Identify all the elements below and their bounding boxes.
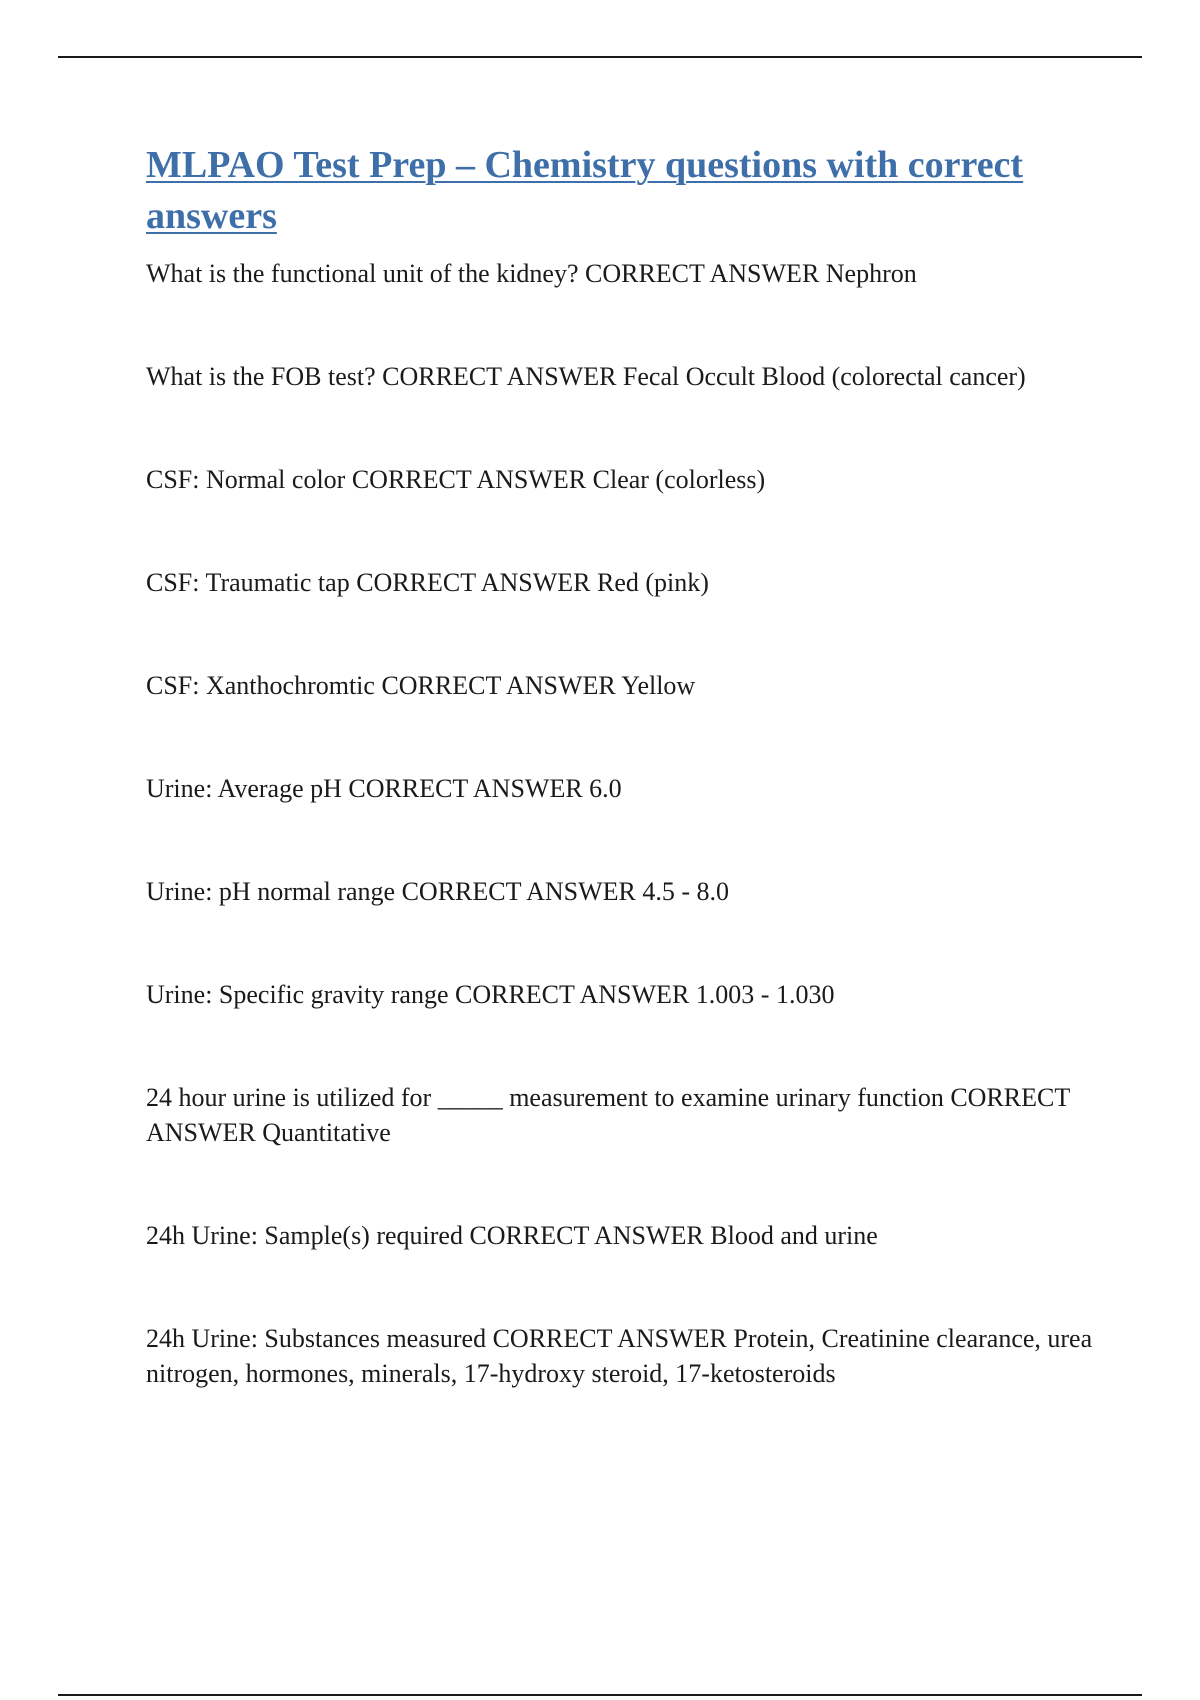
qa-answer: Quantitative <box>262 1118 391 1147</box>
qa-item <box>146 1080 1096 1150</box>
qa-item <box>146 668 1096 703</box>
qa-question: 24h Urine: Substances measured <box>146 1324 487 1353</box>
qa-answer-marker: CORRECT ANSWER <box>585 259 820 288</box>
qa-item <box>146 977 1096 1012</box>
qa-answer: Fecal Occult Blood (colorectal cancer) <box>622 362 1026 391</box>
qa-item <box>146 1218 1096 1253</box>
qa-answer: Blood and urine <box>710 1221 878 1250</box>
qa-question: Urine: pH normal range <box>146 877 396 906</box>
qa-answer: 4.5 - 8.0 <box>642 877 730 906</box>
qa-list <box>146 256 1096 1391</box>
qa-answer: Yellow <box>621 671 696 700</box>
qa-answer: Protein, Creatinine clearance, urea nitrogen, hormones, minerals, 17-hydroxy steroid, 17-ketosteroids <box>146 1324 1093 1388</box>
qa-question: Urine: Average pH <box>146 774 342 803</box>
qa-answer-marker: CORRECT ANSWER <box>382 362 617 391</box>
qa-answer-marker: CORRECT ANSWER <box>351 465 587 494</box>
qa-question: What is the functional unit of the kidney? <box>146 259 579 288</box>
qa-item <box>146 462 1096 497</box>
qa-question: CSF: Traumatic tap <box>146 568 350 597</box>
qa-answer-marker: CORRECT ANSWER <box>356 568 591 597</box>
qa-answer-marker: CORRECT ANSWER <box>381 671 616 700</box>
qa-answer-marker: CORRECT ANSWER <box>401 877 636 906</box>
qa-answer-marker: CORRECT ANSWER <box>469 1221 704 1250</box>
qa-answer: Nephron <box>825 259 917 288</box>
qa-answer-marker: CORRECT ANSWER <box>146 1083 1070 1147</box>
qa-item <box>146 359 1096 394</box>
qa-question: What is the FOB test? <box>146 362 376 391</box>
document-body <box>146 140 1096 1391</box>
qa-answer: 1.003 - 1.030 <box>695 980 835 1009</box>
qa-question: CSF: Xanthochromtic <box>146 671 375 700</box>
qa-item <box>146 874 1096 909</box>
page-bottom-rule <box>58 1694 1142 1696</box>
qa-question: 24 hour urine is utilized for _____ measurement to examine urinary function <box>146 1083 944 1112</box>
qa-answer-marker: CORRECT ANSWER <box>492 1324 727 1353</box>
qa-answer: Clear (colorless) <box>592 465 766 494</box>
qa-question: CSF: Normal color <box>146 465 346 494</box>
qa-item <box>146 1321 1096 1391</box>
qa-item <box>146 565 1096 600</box>
qa-item <box>146 256 1096 291</box>
qa-answer-marker: CORRECT ANSWER <box>455 980 690 1009</box>
qa-answer: 6.0 <box>589 774 622 803</box>
qa-item <box>146 771 1096 806</box>
document-title: MLPAO Test Prep – Chemistry questions with correct answers <box>146 144 1024 237</box>
qa-question: 24h Urine: Sample(s) required <box>146 1221 463 1250</box>
qa-answer-marker: CORRECT ANSWER <box>348 774 583 803</box>
qa-answer: Red (pink) <box>596 568 709 597</box>
qa-question: Urine: Specific gravity range <box>146 980 449 1009</box>
page-top-rule <box>58 56 1142 58</box>
